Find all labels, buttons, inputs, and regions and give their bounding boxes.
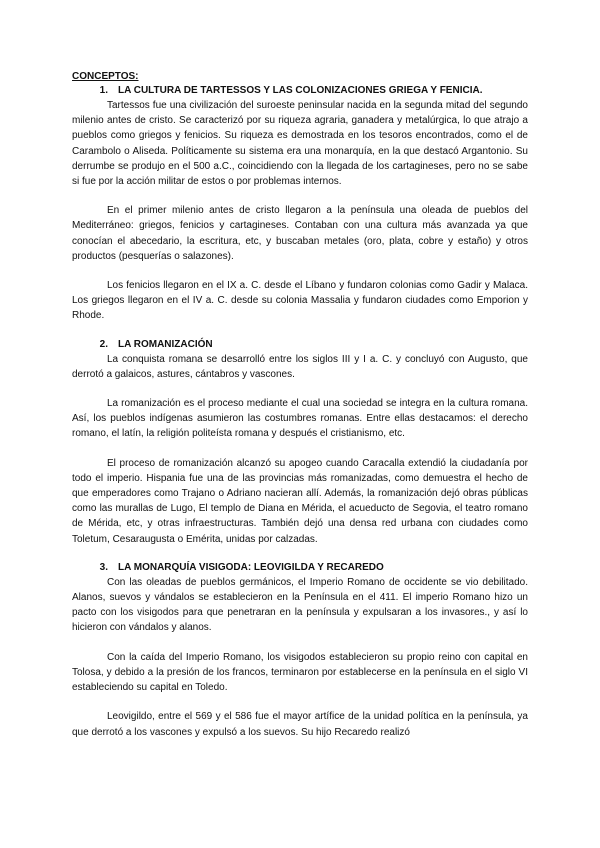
paragraph: Con la caída del Imperio Romano, los visigodos establecieron su propio reino con capital en Tolosa, y debido a la presión de los francos, terminaron por establecerse en la península en el siglo VI estableciendo su capital en Toledo. bbox=[72, 651, 528, 694]
paragraph: Tartessos fue una civilización del suroeste peninsular nacida en la segunda mitad del segundo milenio antes de cristo. Se caracterizó por su riqueza agraria, ganadera y metalúrgica, lo que atrajo a pueblos como griegos y fenicios. Su riqueza es demostrada en los tesoros encontrados, como el de Carambolo o Aliseda. Políticamente su sistema era una monarquía, en la que destacó Argantonio. Su derrumbe se produjo en el 500 a.C., coincidiendo con la llegada de los cartagineses, pero no se sabe si fue por la acción militar de estos o por problemas internos. bbox=[72, 100, 528, 188]
section-heading bbox=[72, 338, 528, 352]
paragraph: Leovigildo, entre el 569 y el 586 fue el mayor artífice de la unidad política en la península, ya que derrotó a los vascones y expulsó a los suevos. Su hijo Recaredo realizó bbox=[72, 711, 528, 738]
section-title: LA MONARQUÍA VISIGODA: LEOVIGILDA Y RECAREDO bbox=[118, 561, 384, 573]
section-title: LA CULTURA DE TARTESSOS Y LAS COLONIZACIONES GRIEGA Y FENICIA. bbox=[118, 85, 483, 96]
paragraph: La conquista romana se desarrolló entre los siglos III y I a. C. y concluyó con Augusto, que derrotó a galaicos, astures, cántabros y vascones. bbox=[72, 353, 528, 380]
section-heading bbox=[72, 561, 528, 575]
section-title: LA ROMANIZACIÓN bbox=[118, 338, 213, 350]
section-heading bbox=[72, 84, 528, 98]
concepts-label: CONCEPTOS: bbox=[72, 71, 139, 82]
section-number: 2. bbox=[99, 338, 108, 350]
paragraph: La romanización es el proceso mediante el cual una sociedad se integra en la cultura romana. Así, los pueblos indígenas asumieron las costumbres romanas. Entre ellas destacamos: el derecho romano, el latín, la religión politeísta romana y después el cristianismo, etc. bbox=[72, 398, 528, 440]
paragraph: Con las oleadas de pueblos germánicos, el Imperio Romano de occidente se vio debilitado. Alanos, suevos y vándalos se establecieron en la Península en el 411. El imperio Romano hizo un pacto con los visigodos para que penetraran en la península y expulsaran a los invasores., y así lo hicieron con vándalos y alanos. bbox=[72, 576, 528, 634]
document-body bbox=[72, 70, 528, 740]
paragraph: El proceso de romanización alcanzó su apogeo cuando Caracalla extendió la ciudadanía por todo el imperio. Hispania fue una de las provincias más romanizadas, como demuestra el hecho de que emperadores como Trajano o Adriano nacieran allí. Además, la romanización dejó obras públicas como las murallas de Lugo, El templo de Diana en Mérida, el acueducto de Segovia, el teatro romano de Mérida, etc, y otras infraestructuras. También dejó una densa red urbana con ciudades como Toletum, Cesaraugusta o Emérita, unidas por calzadas. bbox=[72, 457, 528, 545]
paragraph: Los fenicios llegaron en el IX a. C. desde el Líbano y fundaron colonias como Gadir y Malaca. Los griegos llegaron en el IV a. C. desde su colonia Massalia y fundaron ciudades como Emporion y Rhode. bbox=[72, 280, 528, 322]
section-number: 3. bbox=[99, 561, 108, 573]
paragraph: En el primer milenio antes de cristo llegaron a la península una oleada de pueblos del Mediterráneo: griegos, fenicios y cartagineses. Contaban con una cultura más avanzada ya que conocían el abecedario, la escritura, etc, y buscaban metales (oro, plata, cobre y estaño) y otros productos (pesquerías o salazones). bbox=[72, 205, 528, 262]
section-number: 1. bbox=[99, 85, 108, 96]
